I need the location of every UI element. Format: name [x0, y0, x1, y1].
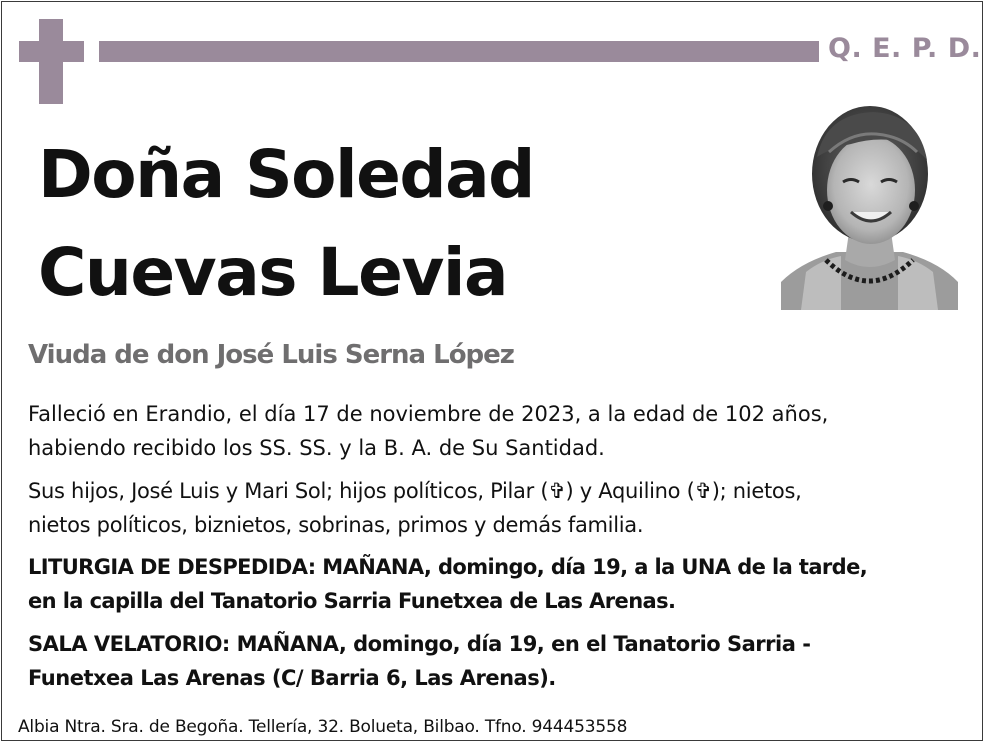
deceased-photo: [781, 102, 958, 310]
paragraph-line: en la capilla del Tanatorio Sarria Funetxea de Las Arenas.: [28, 589, 676, 613]
paragraph-line: Funetxea Las Arenas (C/ Barria 6, Las Arenas).: [28, 666, 556, 690]
funeral-home-footer: Albia Ntra. Sra. de Begoña. Tellería, 32. Bolueta, Bilbao. Tfno. 944453558: [18, 717, 628, 737]
family-paragraph: [28, 474, 801, 542]
paragraph-line: habiendo recibido los SS. SS. y la B. A. de Su Santidad.: [28, 436, 605, 460]
liturgy-paragraph: [28, 550, 867, 618]
paragraph-line: Falleció en Erandio, el día 17 de noviembre de 2023, a la edad de 102 años,: [28, 402, 829, 426]
obituary-frame: [1, 1, 983, 741]
deceased-name-line1: Doña Soledad: [38, 136, 534, 213]
paragraph-line: Sus hijos, José Luis y Mari Sol; hijos políticos, Pilar (✞) y Aquilino (✞); nietos,: [28, 479, 802, 503]
death-notice-paragraph: [28, 397, 828, 465]
deceased-name-line2: Cuevas Levia: [38, 234, 508, 311]
header-bar: [99, 41, 819, 62]
paragraph-line: SALA VELATORIO: MAÑANA, domingo, día 19, en el Tanatorio Sarria -: [28, 632, 811, 656]
widow-subtitle: Viuda de don José Luis Serna López: [28, 340, 514, 370]
qepd-label: Q. E. P. D.: [828, 33, 982, 64]
portrait-image: [781, 102, 958, 310]
paragraph-line: LITURGIA DE DESPEDIDA: MAÑANA, domingo, día 19, a la UNA de la tarde,: [28, 555, 868, 579]
paragraph-line: nietos políticos, biznietos, sobrinas, primos y demás familia.: [28, 513, 644, 537]
wake-room-paragraph: [28, 627, 810, 695]
